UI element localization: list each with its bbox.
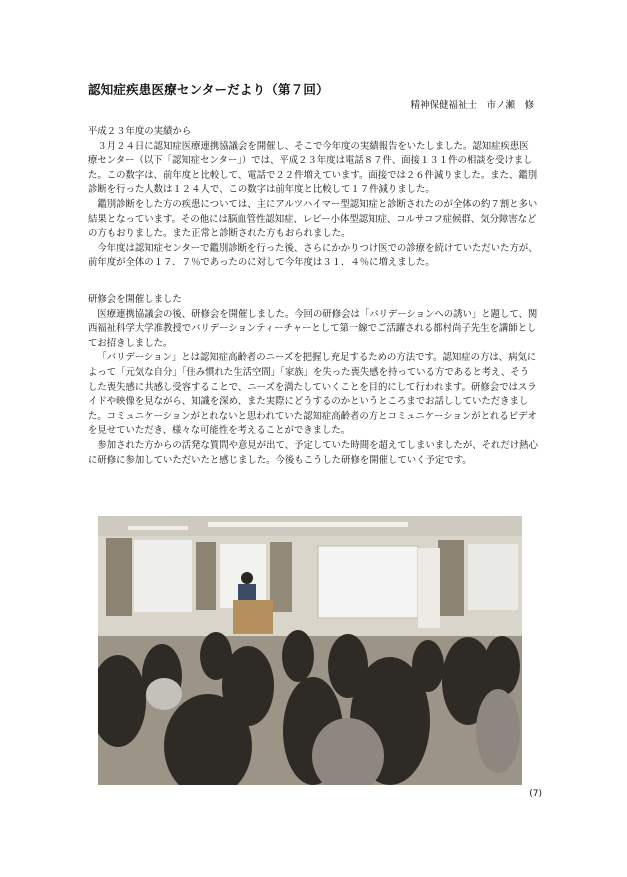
article-title: 認知症疾患医療センターだより（第７回） xyxy=(88,82,329,97)
paragraph: 今年度は認知症センターで鑑別診断を行った後、さらにかかりつけ医での診療を続けていただいた方が、前年度が全体の１７．７％であったのに対して今年度は３１．４％に増えました。 xyxy=(88,242,538,269)
paragraph: 「バリデーション」とは認知症高齢者のニーズを把握し充足するための方法です。認知症の方は、病気によって「元気な自分」「住み慣れた生活空間」「家族」を失った喪失感を持っている方であると考え、そうした喪失感に共感し受容することで、ニーズを満たしていくことを目的にして行われます。研修会ではスライドや映像を見ながら、知識を深め、また実際にどうするのかというところまでお話ししていただきました。コミュニケーションがとれないと思われていた認知症高齢者の方とコミュニケーションがとれるビデオを見せていただき、様々な可能性を考えることができました。 xyxy=(88,352,537,437)
paragraph: ３月２４日に認知症医療連携協議会を開催し、そこで今年度の実績報告をいたしました。認知症疾患医療センター（以下「認知症センター」）では、平成２３年度は電話８７件、面接１３１件の相談を受けました。この数字は、前年度と比較して、電話で２２件増えています。面接では２６件減りました。また、鑑別診断を行った人数は１２４人で、この数字は前年度と比較して１７件減りました。 xyxy=(88,140,538,196)
section-heading: 研修会を開催しました xyxy=(88,294,182,305)
paragraph: 参加された方からの活発な質問や意見が出て、予定していた時間を超えてしまいましたが、それだけ熱心に研修に参加していただいたと感じました。今後もこうした研修を開催していく予定です。 xyxy=(88,439,538,466)
section-results xyxy=(88,125,538,271)
page-number: (7) xyxy=(529,789,542,799)
paragraph: 医療連携協議会の後、研修会を開催しました。今回の研修会は「バリデーションへの誘い」と題して、関西福祉科学大学准教授でバリデーションティーチャーとして第一線でご活躍される都村尚子先生を講師としてお招きしました。 xyxy=(88,308,538,349)
author-line: 精神保健福祉士 市ノ瀬 修 xyxy=(410,100,534,111)
section-heading: 平成２３年度の実績から xyxy=(88,126,192,137)
paragraph: 鑑別診断をした方の疾患については、主にアルツハイマー型認知症と診断されたのが全体の約７割と多い結果となっています。その他には脳血管性認知症、レビー小体型認知症、コルサコフ症候群、気分障害などの方もおりました。また正常と診断された方もおられました。 xyxy=(88,198,538,240)
seminar-photo-drawing xyxy=(98,516,522,785)
seminar-photo xyxy=(98,516,522,785)
section-seminar xyxy=(88,293,538,468)
